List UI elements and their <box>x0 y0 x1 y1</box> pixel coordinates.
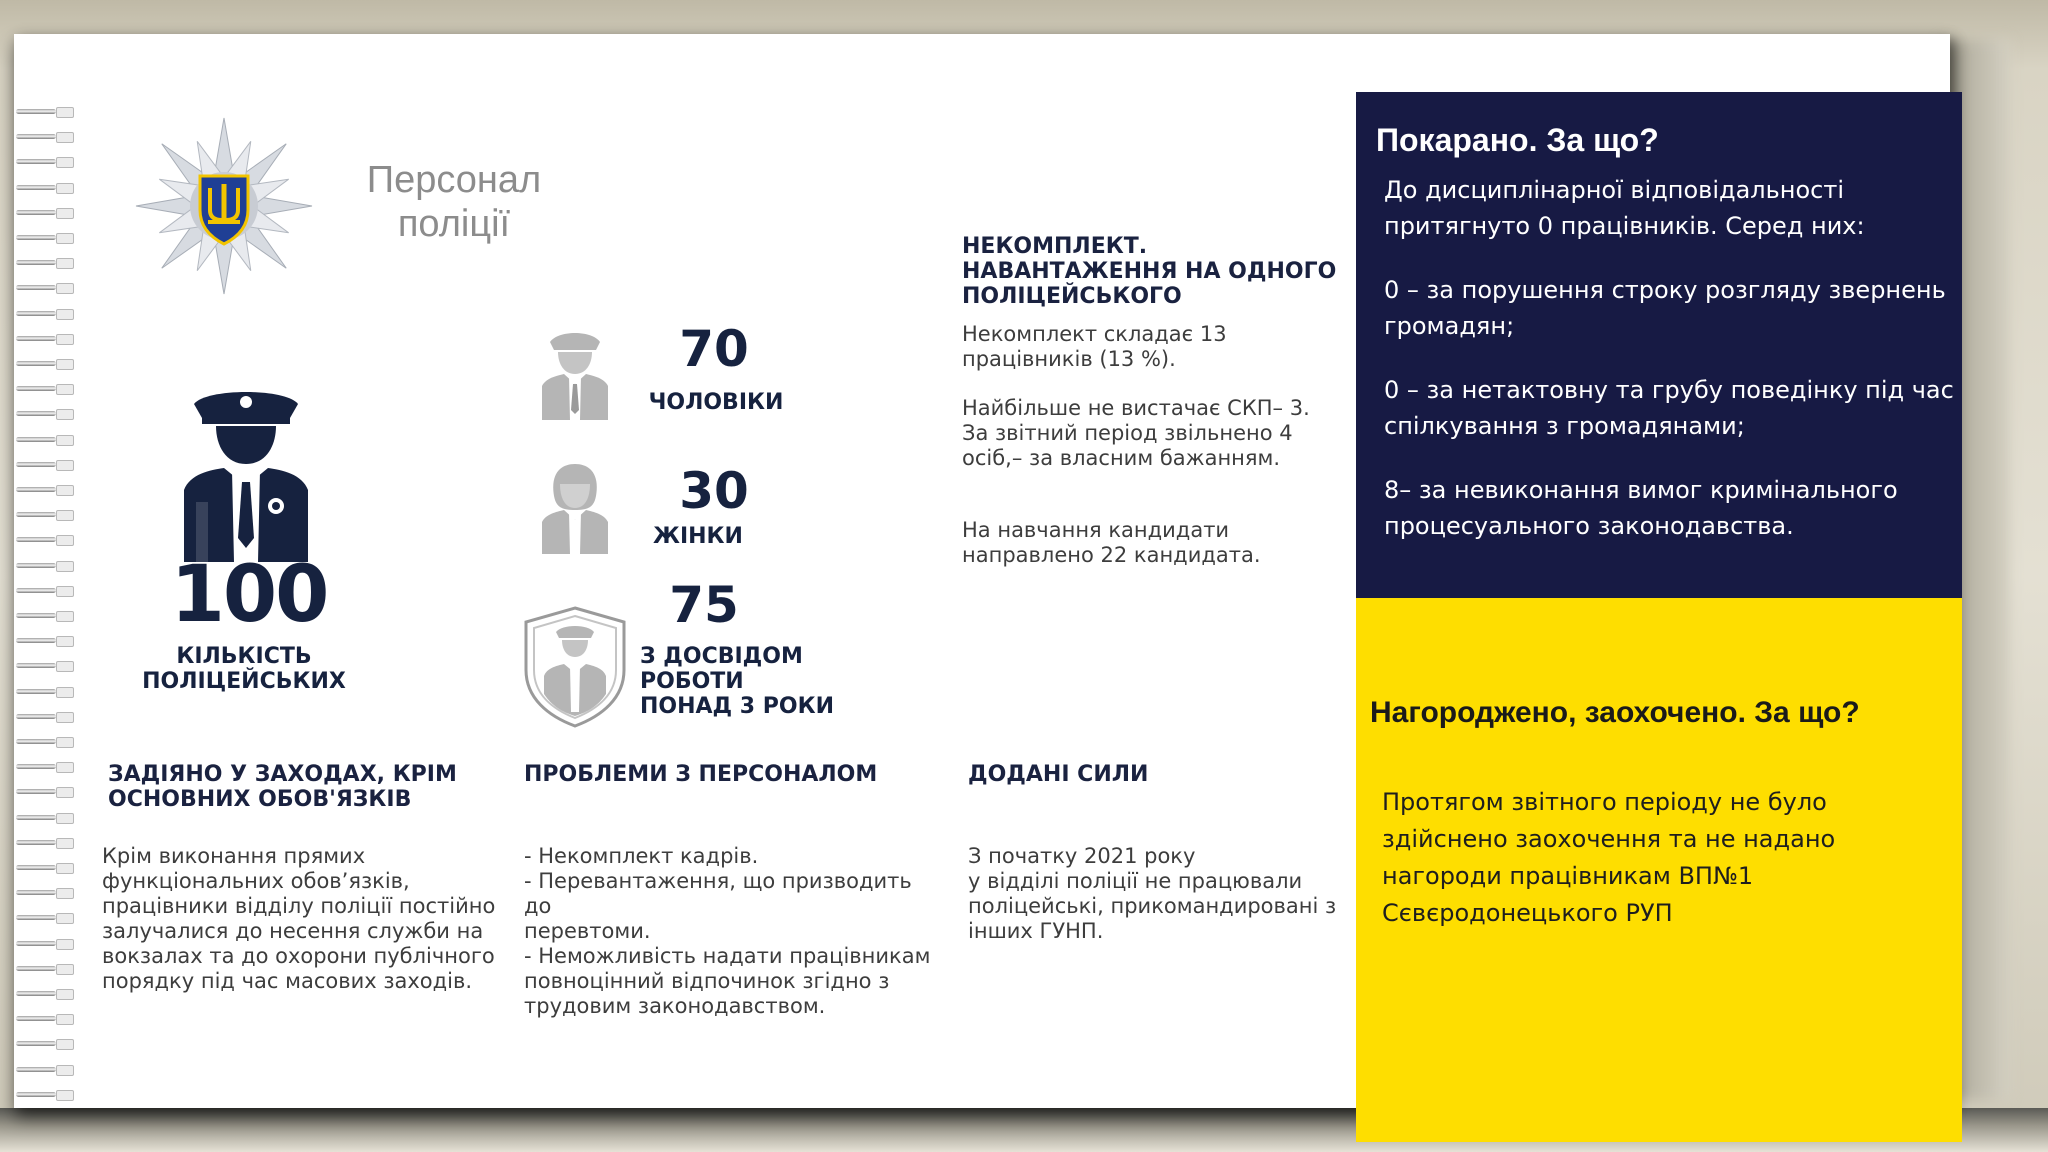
binding-coil <box>16 610 74 622</box>
staffing-text-2: Найбільше не вистачає СКП– 3. За звітний період звільнено 4 осіб,– за власним бажанням. <box>962 396 1310 470</box>
binding-coil <box>16 408 74 420</box>
binding-coil <box>16 232 74 244</box>
binding-coil <box>16 938 74 950</box>
men-count: 70 <box>679 320 749 378</box>
binding-coil <box>16 106 74 118</box>
binding-coil <box>16 383 74 395</box>
problems-text: - Некомплект кадрів. - Перевантаження, що призводить до перевтоми. - Неможливість надати працівникам повноцінний відпочинок згідно з трудовим законодавством. <box>524 844 931 1018</box>
binding-coil <box>16 484 74 496</box>
binding-coil <box>16 509 74 521</box>
binding-coil <box>16 308 74 320</box>
punished-panel <box>1356 92 1962 598</box>
binding-coil <box>16 812 74 824</box>
spiral-binding <box>14 106 76 1116</box>
punished-title: Покарано. За що? <box>1376 122 1659 158</box>
binding-coil <box>16 182 74 194</box>
binding-coil <box>16 761 74 773</box>
binding-coil <box>16 459 74 471</box>
men-label: ЧОЛОВІКИ <box>648 390 784 415</box>
added-forces-text: З початку 2021 року у відділі поліції не працювали поліцейські, прикомандировані з інших ГУНП. <box>968 844 1337 943</box>
page-title: Персонал поліції <box>366 159 542 245</box>
punished-item-1: 0 – за порушення строку розгляду звернень громадян; <box>1384 276 1946 340</box>
women-count: 30 <box>679 462 749 520</box>
binding-coil <box>16 156 74 168</box>
punished-item-2: 0 – за нетактовну та грубу поведінку під час спілкування з громадянами; <box>1384 376 1954 440</box>
binding-coil <box>16 1089 74 1101</box>
rewarded-text: Протягом звітного періоду не було здійснено заохочення та не надано нагороди працівникам ВП№1 Сєвєродонецького РУП <box>1382 788 1836 927</box>
binding-coil <box>16 358 74 370</box>
binding-coil <box>16 333 74 345</box>
rewarded-panel <box>1356 598 1962 1142</box>
binding-coil <box>16 660 74 672</box>
binding-coil <box>16 282 74 294</box>
binding-coil <box>16 1038 74 1050</box>
rewarded-title: Нагороджено, заохочено. За що? <box>1370 696 1860 729</box>
total-count: 100 <box>170 550 328 640</box>
binding-coil <box>16 862 74 874</box>
binding-coil <box>16 912 74 924</box>
binding-coil <box>16 207 74 219</box>
experience-label: З ДОСВІДОМ РОБОТИ ПОНАД 3 РОКИ <box>640 644 834 719</box>
binding-coil <box>16 887 74 899</box>
binding-coil <box>16 560 74 572</box>
binding-coil <box>16 837 74 849</box>
punished-intro: До дисциплінарної відповідальності притягнуто 0 працівників. Серед них: <box>1384 176 1865 240</box>
added-forces-heading: ДОДАНІ СИЛИ <box>968 762 1149 787</box>
events-text: Крім виконання прямих функціональних обов’язків, працівники відділу поліції постійно залучалися до несення служби на вокзалах та до охорони публічного порядку під час масових заходів. <box>102 844 496 993</box>
staffing-text-3: На навчання кандидати направлено 22 кандидата. <box>962 518 1261 567</box>
binding-coil <box>16 131 74 143</box>
male-officer-icon <box>538 328 612 420</box>
binding-coil <box>16 635 74 647</box>
slide-page <box>14 34 1954 1108</box>
punished-item-3: 8– за невиконання вимог кримінального процесуального законодавства. <box>1384 476 1898 540</box>
binding-coil <box>16 1064 74 1076</box>
total-label: КІЛЬКІСТЬ ПОЛІЦЕЙСЬКИХ <box>142 644 346 694</box>
binding-coil <box>16 686 74 698</box>
binding-coil <box>16 786 74 798</box>
binding-coil <box>16 988 74 1000</box>
binding-coil <box>16 963 74 975</box>
problems-heading: ПРОБЛЕМИ З ПЕРСОНАЛОМ <box>524 762 878 787</box>
binding-coil <box>16 585 74 597</box>
events-heading: ЗАДІЯНО У ЗАХОДАХ, КРІМ ОСНОВНИХ ОБОВ'ЯЗКІВ <box>108 762 457 812</box>
binding-coil <box>16 1013 74 1025</box>
binding-coil <box>16 534 74 546</box>
female-officer-icon <box>538 462 612 554</box>
binding-coil <box>16 434 74 446</box>
binding-coil <box>16 257 74 269</box>
staffing-text-1: Некомплект складає 13 працівників (13 %). <box>962 322 1227 371</box>
police-officer-icon <box>176 382 316 562</box>
staffing-heading: НЕКОМПЛЕКТ. НАВАНТАЖЕННЯ НА ОДНОГО ПОЛІЦЕЙСЬКОГО <box>962 234 1337 309</box>
women-label: ЖІНКИ <box>653 524 743 549</box>
experience-count: 75 <box>669 576 739 634</box>
binding-coil <box>16 736 74 748</box>
police-star-badge-icon <box>134 116 314 296</box>
binding-coil <box>16 711 74 723</box>
shield-officer-icon <box>520 606 630 728</box>
